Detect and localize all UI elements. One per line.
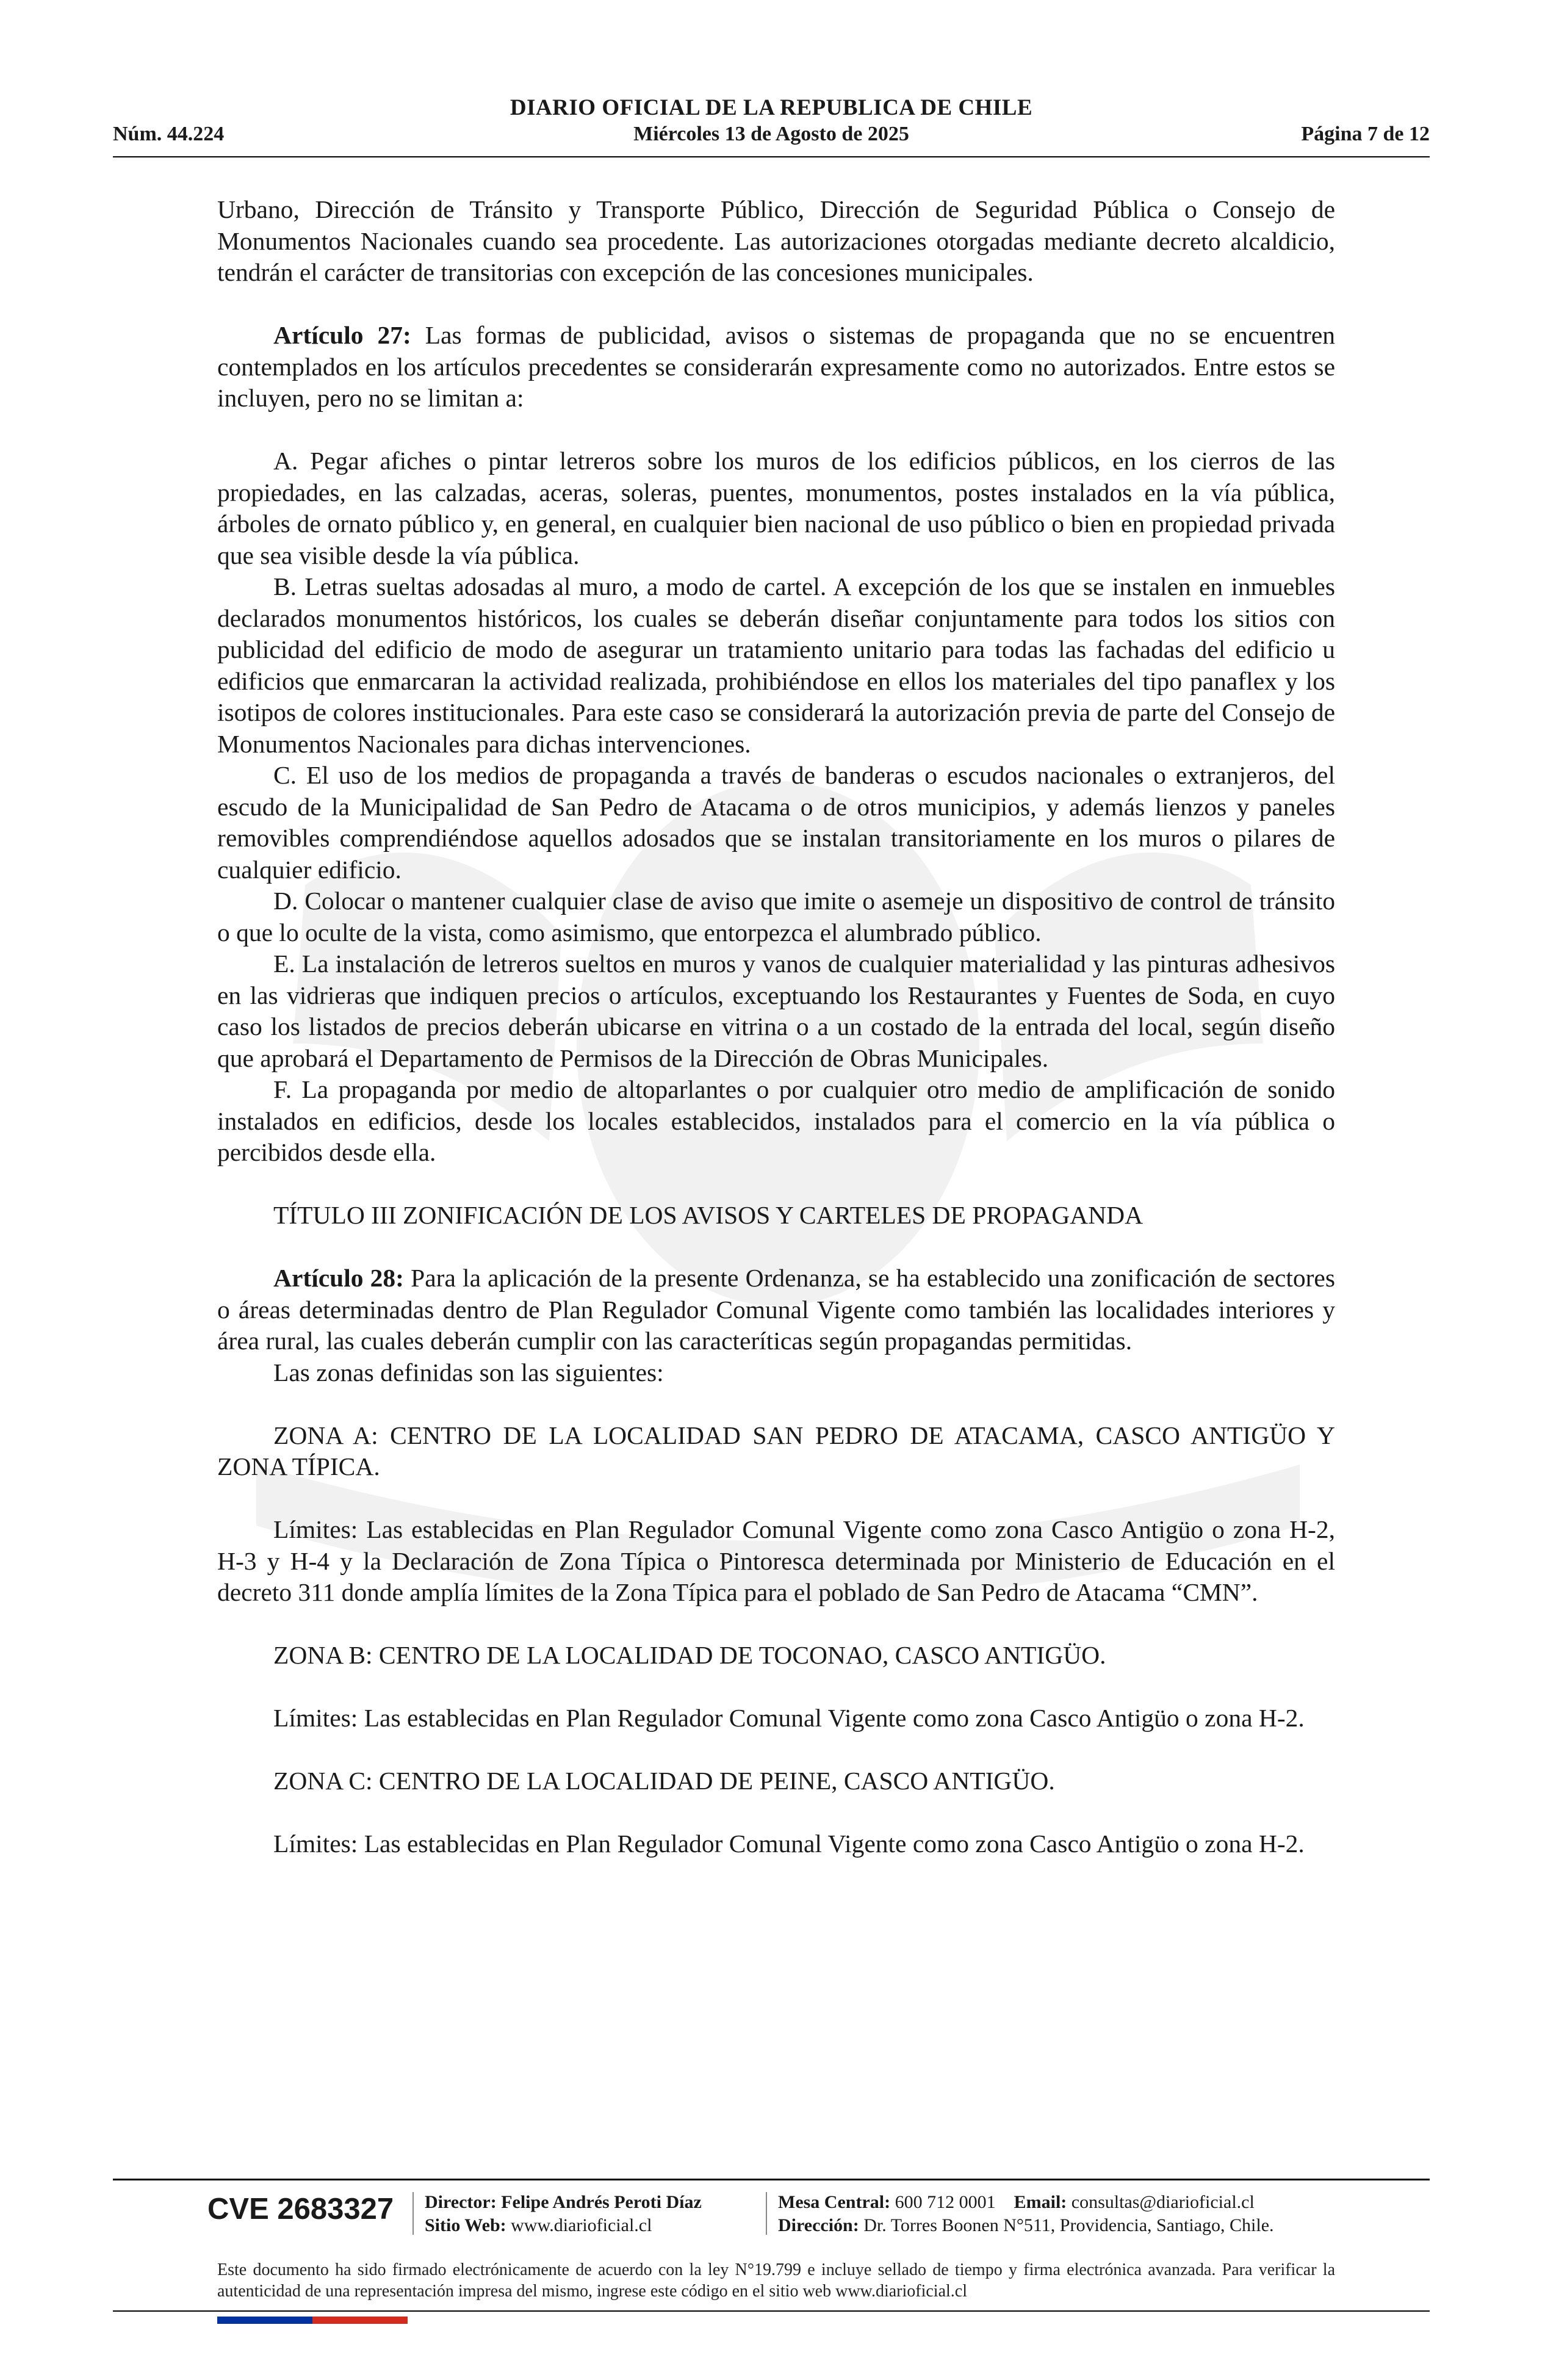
spacer — [217, 289, 1335, 320]
zones-intro: Las zonas definidas son las siguientes: — [273, 1358, 664, 1387]
footer-separator — [766, 2192, 767, 2235]
phone-number: 600 712 0001 — [895, 2192, 996, 2212]
zone-b-title: ZONA B: CENTRO DE LA LOCALIDAD DE TOCONAO, CASCO ANTIGÜO. — [273, 1641, 1106, 1669]
page-indicator: Página 7 de 12 — [1301, 123, 1430, 145]
article-27-text: Las formas de publicidad, avisos o sistemas de propaganda que no se encuentren contemplados en los artículos precedentes se considerarán expresamente como no autorizados. Entre estos se incluyen, pero no se limitan a: — [217, 321, 1335, 412]
paragraph-continuation: Urbano, Dirección de Tránsito y Transporte Público, Dirección de Seguridad Pública o Consejo de Monumentos Nacionales cuando sea procedente. Las autorizaciones otorgadas mediante decreto alcaldicio, tendrán el carácter de transitorias con excepción de las concesiones municipales. — [217, 195, 1335, 286]
spacer — [217, 414, 1335, 446]
spacer — [217, 1169, 1335, 1200]
article-28-label: Artículo 28: — [273, 1264, 404, 1292]
director-name: Felipe Andrés Peroti Díaz — [501, 2192, 702, 2212]
article-27-label: Artículo 27: — [273, 321, 411, 349]
publication-title: DIARIO OFICIAL DE LA REPUBLICA DE CHILE — [510, 95, 1033, 120]
zone-c-title: ZONA C: CENTRO DE LA LOCALIDAD DE PEINE, CASCO ANTIGÜO. — [273, 1767, 1055, 1795]
footer-separator — [412, 2192, 414, 2235]
page-header — [113, 95, 1430, 156]
zone-a-title: ZONA A: CENTRO DE LA LOCALIDAD SAN PEDRO DE ATACAMA, CASCO ANTIGÜO Y ZONA TÍPICA. — [217, 1421, 1335, 1480]
spacer — [217, 1231, 1335, 1263]
zone-a-limits: Límites: Las establecidas en Plan Regulador Comunal Vigente como zona Casco Antigüo o zona H-2, H-3 y H-4 y la Declaración de Zona Típica o Pintoresca determinada por Ministerio de Educación en el decreto 311 donde amplía límites de la Zona Típica para el poblado de San Pedro de Atacama “CMN”. — [217, 1515, 1335, 1606]
flag-stripe-red — [360, 2317, 408, 2324]
email-link[interactable]: consultas@diarioficial.cl — [1071, 2192, 1255, 2212]
list-item-e: E. La instalación de letreros sueltos en muros y vanos de cualquier materialidad y las pinturas adhesivos en las vidrieras que indiquen precios o artículos, exceptuando los Restaurantes y Fuentes de Soda, en cuyo caso los listados de precios deberán ubicarse en vitrina o a un costado de la entrada del local, según diseño que aprobará el Departamento de Permisos de la Dirección de Obras Municipales. — [217, 950, 1335, 1072]
website-link[interactable]: www.diarioficial.cl — [511, 2215, 652, 2235]
list-item-b: B. Letras sueltas adosadas al muro, a modo de cartel. A excepción de los que se instalen en inmuebles declarados monumentos históricos, los cuales se deberán diseñar conjuntamente para todos los sitios con publicidad del edificio de modo de asegurar un tratamiento unitario para todas las fachadas del edificio u edificios que enmarcaran la actividad realizada, prohibiéndose en ellos los materiales del tipo panaflex y los isotipos de colores institucionales. Para este caso se considerará la autorización previa de parte del Consejo de Monumentos Nacionales para dichas intervenciones. — [217, 572, 1335, 758]
flag-stripe-blue — [217, 2317, 265, 2324]
issue-date: Miércoles 13 de Agosto de 2025 — [633, 123, 909, 145]
email-label: Email: — [1014, 2192, 1067, 2212]
flag-stripe-blue — [265, 2317, 312, 2324]
list-item-c: C. El uso de los medios de propaganda a través de banderas o escudos nacionales o extranjeros, del escudo de la Municipalidad de San Pedro de Atacama o de otros municipios, y además lienzos y paneles removibles comprendiéndose aquellos adosados que se instalan transitoriamente en los muros o pilares de cualquier edificio. — [217, 761, 1335, 884]
address-value: Dr. Torres Boonen N°511, Providencia, Santiago, Chile. — [863, 2215, 1274, 2235]
section-title-iii: TÍTULO III ZONIFICACIÓN DE LOS AVISOS Y CARTELES DE PROPAGANDA — [273, 1201, 1144, 1229]
footer-divider-bottom — [113, 2310, 1430, 2312]
zone-b-limits: Límites: Las establecidas en Plan Regulador Comunal Vigente como zona Casco Antigüo o zona H-2. — [273, 1704, 1305, 1732]
header-divider — [113, 156, 1430, 157]
zone-c-limits: Límites: Las establecidas en Plan Regulador Comunal Vigente como zona Casco Antigüo o zona H-2. — [273, 1830, 1305, 1858]
list-item-d: D. Colocar o mantener cualquier clase de aviso que imite o asemeje un dispositivo de control de tránsito o que lo oculte de la vista, como asimismo, que entorpezca el alumbrado público. — [217, 887, 1335, 947]
footer-divider-top — [113, 2179, 1430, 2180]
list-item-a: A. Pegar afiches o pintar letreros sobre los muros de los edificios públicos, en los cierros de las propiedades, en las calzadas, aceras, soleras, puentes, monumentos, postes instalados en la vía pública, árboles de ornato público y, en general, en cualquier bien nacional de uso público o bien en propiedad privada que sea visible desde la vía pública. — [217, 447, 1335, 569]
flag-stripe-red — [312, 2317, 360, 2324]
director-label: Director: — [425, 2192, 497, 2212]
spacer — [217, 1734, 1335, 1766]
spacer — [217, 1797, 1335, 1829]
article-28 — [217, 1263, 1335, 1357]
issue-number: Núm. 44.224 — [113, 123, 225, 145]
address-label: Dirección: — [778, 2215, 859, 2235]
phone-label: Mesa Central: — [778, 2192, 891, 2212]
flag-stripe — [217, 2317, 408, 2324]
spacer — [217, 1671, 1335, 1703]
spacer — [217, 1609, 1335, 1640]
footer-contact-block — [778, 2191, 1274, 2237]
spacer — [217, 1388, 1335, 1420]
article-27 — [217, 320, 1335, 414]
spacer — [217, 1483, 1335, 1515]
list-item-f: F. La propaganda por medio de altoparlantes o por cualquier otro medio de amplificación de sonido instalados en edificios, desde los locales establecidos, instalados para el comercio en la vía pública o percibidos desde ella. — [217, 1075, 1335, 1166]
article-28-text: Para la aplicación de la presente Ordenanza, se ha establecido una zonificación de sectores o áreas determinadas dentro de Plan Regulador Comunal Vigente como también las localidades interiores y área rural, las cuales deberán cumplir con las caracteríticas según propagandas permitidas. — [217, 1264, 1335, 1355]
footer-director-block — [425, 2191, 702, 2237]
website-label: Sitio Web: — [425, 2215, 506, 2235]
document-body — [217, 194, 1335, 1860]
cve-code: CVE 2683327 — [207, 2193, 394, 2226]
digital-signature-note: Este documento ha sido firmado electrónicamente de acuerdo con la ley N°19.799 e incluye sellado de tiempo y firma electrónica avanzada. Para verificar la autenticidad de una representación impresa del mismo, ingrese este código en el sitio web www.diarioficial.cl — [217, 2260, 1335, 2301]
